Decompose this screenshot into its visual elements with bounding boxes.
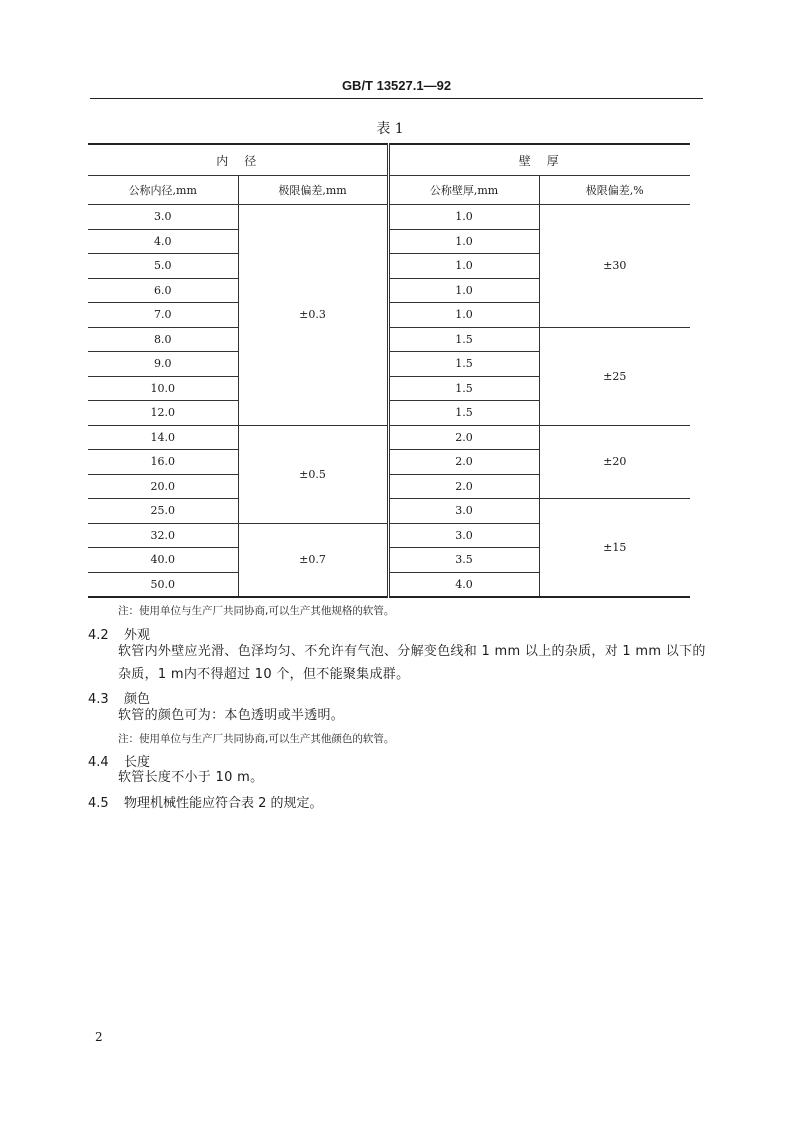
thickness-cell: 1.0 bbox=[388, 229, 539, 254]
thickness-cell: 1.0 bbox=[388, 205, 539, 230]
thickness-tolerance-cell: ±30 bbox=[539, 205, 690, 328]
thickness-cell: 1.5 bbox=[388, 401, 539, 426]
section-title: 物理机械性能应符合表 2 的规定。 bbox=[124, 796, 323, 811]
table-caption: 表 1 bbox=[376, 121, 404, 137]
diameter-cell: 16.0 bbox=[88, 450, 238, 475]
thickness-cell: 1.5 bbox=[388, 376, 539, 401]
thickness-cell: 2.0 bbox=[388, 474, 539, 499]
diameter-tolerance-cell: ±0.3 bbox=[238, 205, 388, 426]
table-row bbox=[88, 425, 690, 450]
thickness-cell: 3.0 bbox=[388, 523, 539, 548]
diameter-cell: 32.0 bbox=[88, 523, 238, 548]
diameter-cell: 3.0 bbox=[88, 205, 238, 230]
table-note: 注：使用单位与生产厂共同协商,可以生产其他规格的软管。 bbox=[118, 605, 395, 617]
section-title: 外观 bbox=[124, 628, 151, 643]
section-number: 4.4 bbox=[88, 755, 109, 770]
thickness-cell: 2.0 bbox=[388, 450, 539, 475]
document-header: GB/T 13527.1—92 bbox=[341, 78, 452, 93]
col-header-nominal-diameter: 公称内径,mm bbox=[88, 176, 238, 205]
section-number: 4.5 bbox=[88, 796, 109, 811]
diameter-cell: 50.0 bbox=[88, 572, 238, 597]
diameter-tolerance-cell: ±0.7 bbox=[238, 523, 388, 597]
thickness-cell: 1.0 bbox=[388, 303, 539, 328]
col-header-diameter-tolerance: 极限偏差,mm bbox=[238, 176, 388, 205]
diameter-cell: 25.0 bbox=[88, 499, 238, 524]
thickness-tolerance-cell: ±15 bbox=[539, 499, 690, 598]
thickness-cell: 3.5 bbox=[388, 548, 539, 573]
thickness-cell: 1.5 bbox=[388, 352, 539, 377]
section-number: 4.3 bbox=[88, 692, 109, 707]
section-4-5-heading bbox=[88, 792, 323, 811]
diameter-cell: 7.0 bbox=[88, 303, 238, 328]
inner-diameter-group-header: 内 径 bbox=[88, 144, 388, 176]
diameter-cell: 20.0 bbox=[88, 474, 238, 499]
diameter-cell: 40.0 bbox=[88, 548, 238, 573]
table-row bbox=[88, 327, 690, 352]
thickness-cell: 1.0 bbox=[388, 278, 539, 303]
col-header-nominal-thickness: 公称壁厚,mm bbox=[388, 176, 539, 205]
col-header-thickness-tolerance: 极限偏差,% bbox=[539, 176, 690, 205]
color-paragraph: 软管的颜色可为：本色透明或半透明。 bbox=[118, 708, 345, 723]
diameter-cell: 9.0 bbox=[88, 352, 238, 377]
header-rule bbox=[90, 98, 703, 99]
page-number: 2 bbox=[95, 1030, 103, 1044]
diameter-cell: 8.0 bbox=[88, 327, 238, 352]
thickness-cell: 2.0 bbox=[388, 425, 539, 450]
diameter-cell: 14.0 bbox=[88, 425, 238, 450]
wall-thickness-group-header: 壁 厚 bbox=[388, 144, 690, 176]
thickness-cell: 1.5 bbox=[388, 327, 539, 352]
diameter-cell: 6.0 bbox=[88, 278, 238, 303]
thickness-tolerance-cell: ±20 bbox=[539, 425, 690, 499]
diameter-cell: 12.0 bbox=[88, 401, 238, 426]
diameter-cell: 10.0 bbox=[88, 376, 238, 401]
diameter-cell: 4.0 bbox=[88, 229, 238, 254]
thickness-cell: 3.0 bbox=[388, 499, 539, 524]
section-title: 长度 bbox=[124, 755, 151, 770]
thickness-cell: 1.0 bbox=[388, 254, 539, 279]
spec-table bbox=[88, 143, 690, 598]
color-note: 注：使用单位与生产厂共同协商,可以生产其他颜色的软管。 bbox=[118, 733, 395, 745]
diameter-cell: 5.0 bbox=[88, 254, 238, 279]
thickness-tolerance-cell: ±25 bbox=[539, 327, 690, 425]
diameter-tolerance-cell: ±0.5 bbox=[238, 425, 388, 523]
appearance-paragraph: 软管内外壁应光滑、色泽均匀、不允许有气泡、分解变色线和 1 mm 以上的杂质，对 1 mm 以下的杂质，1 m内不得超过 10 个，但不能聚集成群。 bbox=[118, 644, 706, 682]
table-row bbox=[88, 205, 690, 230]
section-number: 4.2 bbox=[88, 628, 109, 643]
thickness-cell: 4.0 bbox=[388, 572, 539, 597]
table-row bbox=[88, 499, 690, 524]
length-paragraph: 软管长度不小于 10 m。 bbox=[118, 770, 264, 785]
section-title: 颜色 bbox=[124, 692, 151, 707]
